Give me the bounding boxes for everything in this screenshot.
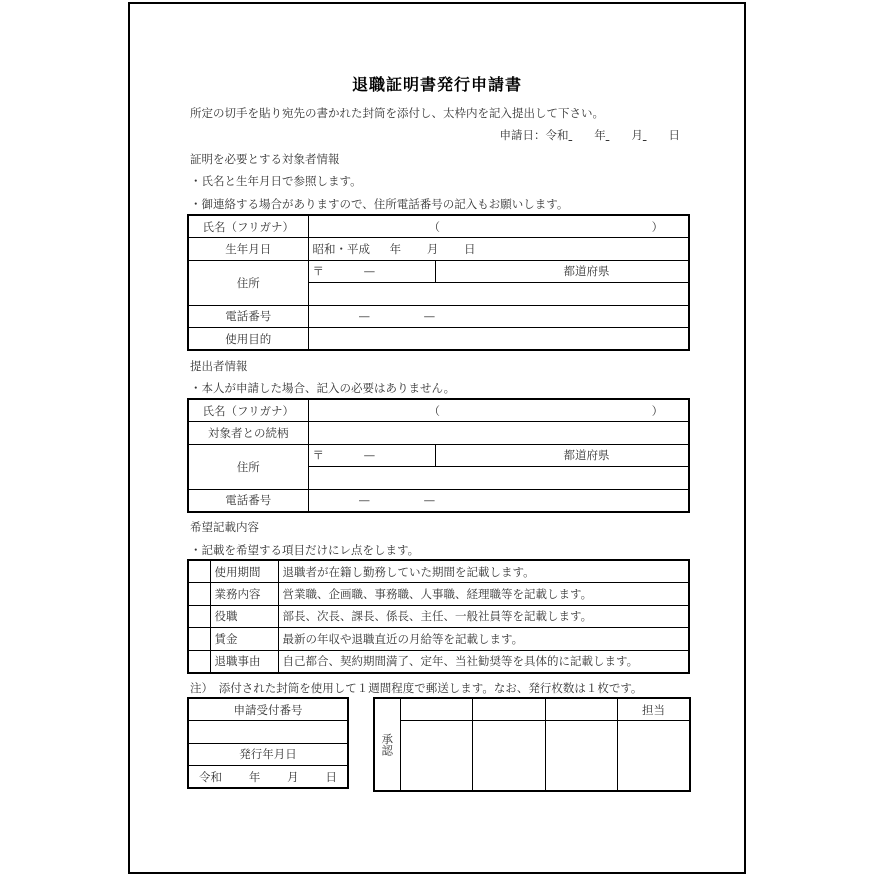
target-info-table <box>187 214 690 351</box>
item-label: 使用期間 <box>210 560 278 583</box>
table-row <box>188 260 689 283</box>
table-row <box>188 560 689 583</box>
checkbox-cell[interactable] <box>188 560 210 583</box>
approval-stamp-2[interactable] <box>473 721 546 791</box>
approval-stamp-header-1 <box>400 698 473 721</box>
approval-stamp-1[interactable] <box>400 721 473 791</box>
table-row <box>188 444 689 467</box>
table-row <box>188 743 348 766</box>
submitter-name-field[interactable]: （ ） <box>308 399 689 422</box>
mailing-note: 注） 添付された封筒を使用して１週間程度で郵送します。なお、発行枚数は１枚です。 <box>190 681 643 695</box>
address-field[interactable] <box>308 283 689 306</box>
target-note-1: ・氏名と生年月日で参照します。 <box>190 174 362 188</box>
content-heading: 希望記載内容 <box>190 520 259 534</box>
table-row <box>188 238 689 261</box>
birth-label: 生年月日 <box>188 238 308 261</box>
receipt-number-field[interactable] <box>188 721 348 744</box>
postal-code-field[interactable]: 〒 — <box>308 260 435 283</box>
content-table <box>187 559 690 674</box>
submitter-name-label: 氏名（フリガナ） <box>188 399 308 422</box>
submitter-info-table <box>187 398 690 513</box>
approval-stamp-header-2 <box>473 698 546 721</box>
issue-date-label: 発行年月日 <box>188 743 348 766</box>
staff-label: 担当 <box>618 698 691 721</box>
table-row <box>188 698 348 721</box>
item-description: 最新の年収や退職直近の月給等を記載します。 <box>278 628 689 651</box>
table-row <box>188 399 689 422</box>
phone-label: 電話番号 <box>188 305 308 328</box>
target-heading: 証明を必要とする対象者情報 <box>190 152 340 166</box>
submitter-postal-code-field[interactable]: 〒 — <box>308 444 435 467</box>
submitter-address-field[interactable] <box>308 467 689 490</box>
approval-stamp-header-3 <box>545 698 618 721</box>
name-label: 氏名（フリガナ） <box>188 215 308 238</box>
table-row <box>188 328 689 351</box>
submitter-note-1: ・本人が申請した場合、記入の必要はありません。 <box>190 381 456 395</box>
application-date[interactable]: 申請日：令和 年 月 日 <box>499 128 680 142</box>
birth-field[interactable]: 昭和・平成 年 月 日 <box>308 238 689 261</box>
address-label: 住所 <box>188 260 308 305</box>
table-row <box>188 305 689 328</box>
table-row <box>188 766 348 789</box>
item-description: 退職者が在籍し勤務していた期間を記載します。 <box>278 560 689 583</box>
relation-field[interactable] <box>308 422 689 445</box>
table-row <box>188 628 689 651</box>
checkbox-cell[interactable] <box>188 583 210 606</box>
purpose-label: 使用目的 <box>188 328 308 351</box>
application-form-page <box>128 2 746 874</box>
prefecture-field[interactable]: 都道府県 <box>435 260 689 283</box>
name-field[interactable]: （ ） <box>308 215 689 238</box>
item-label: 業務内容 <box>210 583 278 606</box>
intro-text: 所定の切手を貼り宛先の書かれた封筒を添付し、太枠内を記入提出して下さい。 <box>190 106 604 120</box>
submitter-address-label: 住所 <box>188 444 308 489</box>
submitter-heading: 提出者情報 <box>190 359 248 373</box>
table-row <box>374 721 690 791</box>
purpose-field[interactable] <box>308 328 689 351</box>
approval-stamp-3[interactable] <box>545 721 618 791</box>
checkbox-cell[interactable] <box>188 650 210 673</box>
staff-stamp[interactable] <box>618 721 691 791</box>
relation-label: 対象者との続柄 <box>188 422 308 445</box>
form-title: 退職証明書発行申請書 <box>351 75 522 94</box>
item-description: 営業職、企画職、事務職、人事職、経理職等を記載します。 <box>278 583 689 606</box>
item-description: 自己都合、契約期間満了、定年、当社勧奨等を具体的に記載します。 <box>278 650 689 673</box>
phone-field[interactable]: — — <box>308 305 689 328</box>
submitter-prefecture-field[interactable]: 都道府県 <box>435 444 689 467</box>
item-label: 役職 <box>210 605 278 628</box>
item-description: 部長、次長、課長、係長、主任、一般社員等を記載します。 <box>278 605 689 628</box>
submitter-phone-field[interactable]: — — <box>308 489 689 512</box>
submitter-phone-label: 電話番号 <box>188 489 308 512</box>
office-receipt-table <box>187 697 349 789</box>
table-row <box>188 583 689 606</box>
item-label: 退職事由 <box>210 650 278 673</box>
table-row <box>188 605 689 628</box>
receipt-number-label: 申請受付番号 <box>188 698 348 721</box>
table-row <box>188 215 689 238</box>
content-note-1: ・記載を希望する項目だけにレ点をします。 <box>190 543 420 557</box>
checkbox-cell[interactable] <box>188 605 210 628</box>
item-label: 賃金 <box>210 628 278 651</box>
target-note-2: ・御連絡する場合がありますので、住所電話番号の記入もお願いします。 <box>190 197 569 211</box>
approval-table <box>373 697 691 792</box>
table-row <box>188 489 689 512</box>
checkbox-cell[interactable] <box>188 628 210 651</box>
issue-date-field[interactable]: 令和 年 月 日 <box>188 766 348 789</box>
table-row <box>374 698 690 721</box>
table-row <box>188 422 689 445</box>
table-row <box>188 650 689 673</box>
approval-label: 承認 <box>374 698 400 791</box>
table-row <box>188 721 348 744</box>
